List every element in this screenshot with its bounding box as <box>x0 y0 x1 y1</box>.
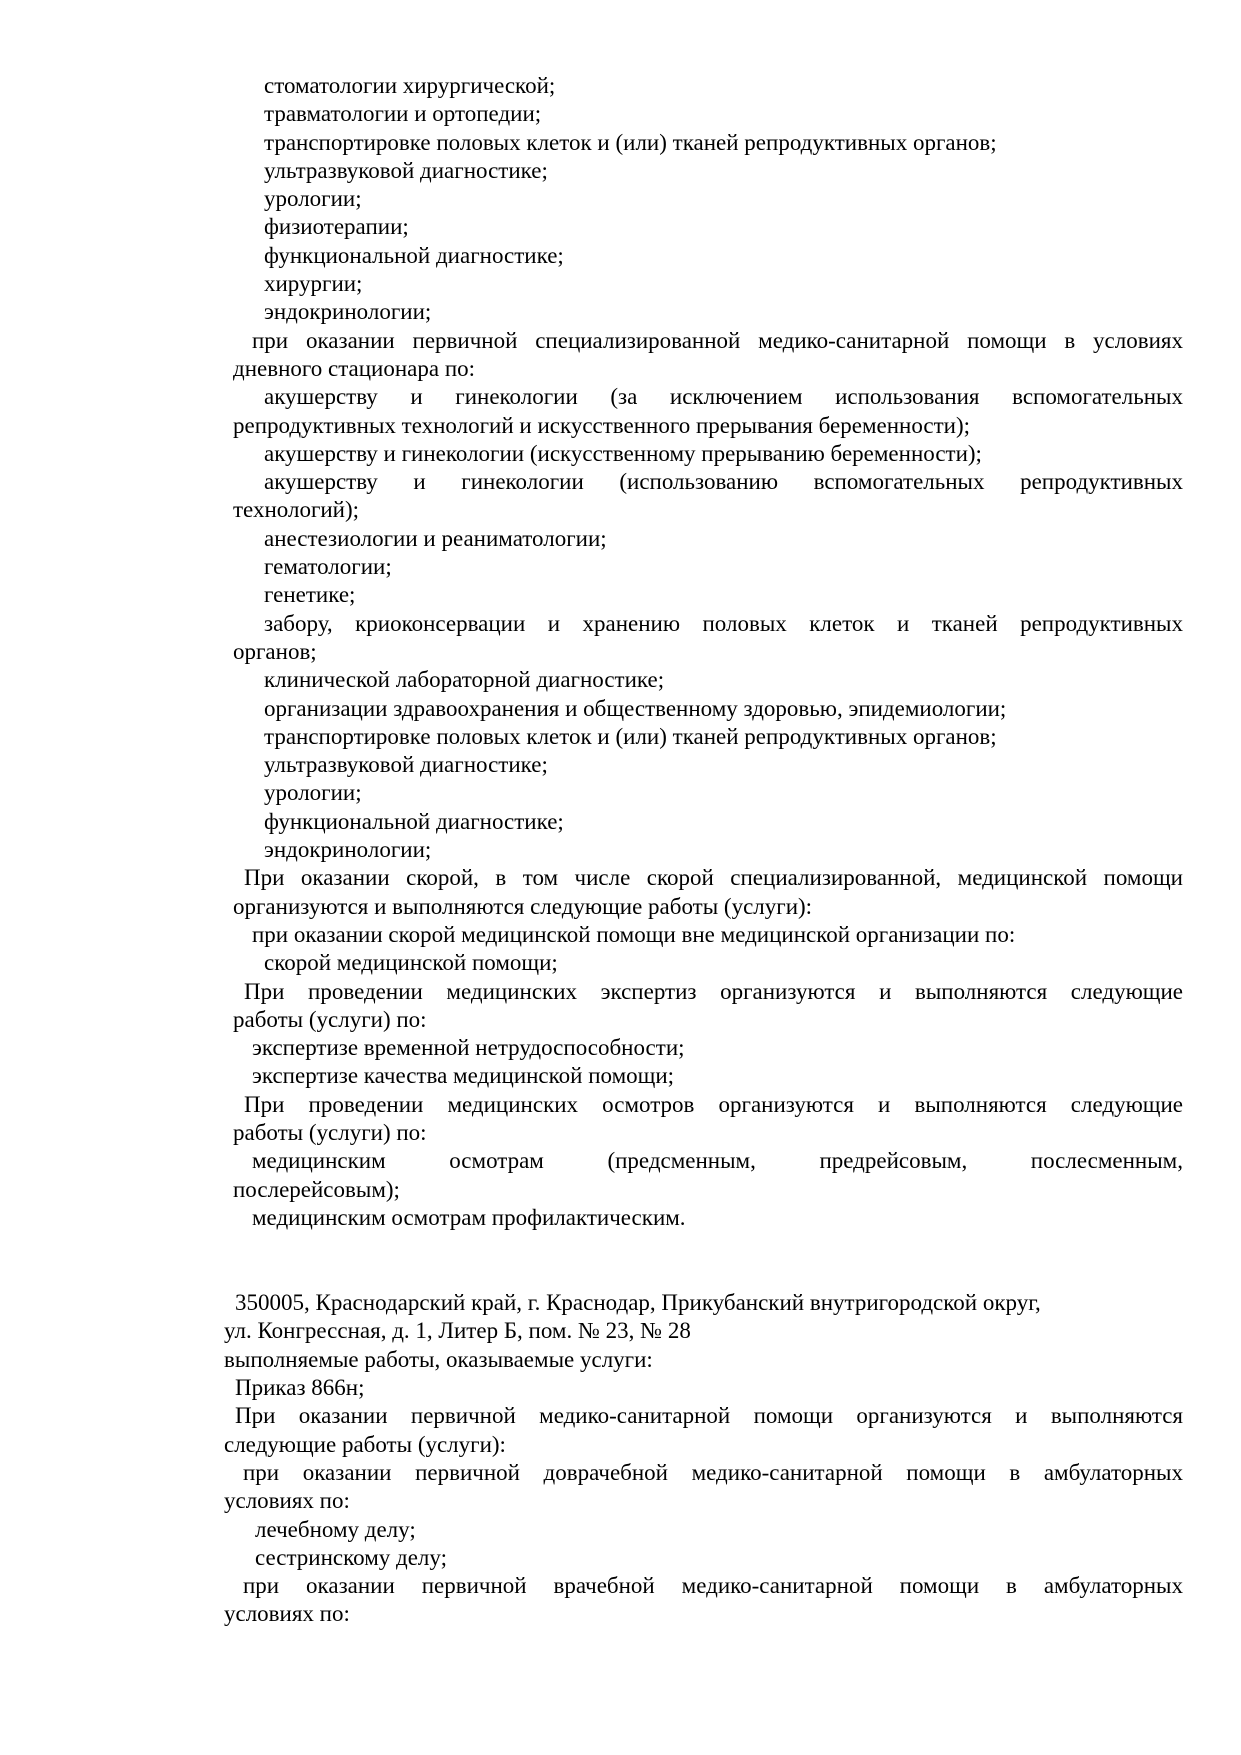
document-line: органов; <box>233 638 317 664</box>
document-line: сестринскому делу; <box>255 1544 447 1570</box>
document-line: акушерству и гинекологии (искусственному прерыванию беременности); <box>264 440 982 466</box>
document-line: Приказ 866н; <box>235 1375 365 1401</box>
document-line: организации здравоохранения и общественному здоровью, эпидемиологии; <box>264 695 1007 721</box>
document-line: урологии; <box>264 186 362 212</box>
document-line: функциональной диагностике; <box>264 808 564 834</box>
document-line: работы (услуги) по: <box>233 1006 427 1032</box>
document-line: условиях по: <box>224 1488 350 1514</box>
document-line: При проведении медицинских осмотров организуются и выполняются следующие <box>244 1091 1183 1117</box>
document-line: скорой медицинской помощи; <box>264 950 558 976</box>
document-line: При проведении медицинских экспертиз организуются и выполняются следующие <box>244 978 1183 1004</box>
document-line: клинической лабораторной диагностике; <box>264 667 665 693</box>
document-line: травматологии и ортопедии; <box>264 101 542 127</box>
document-line: урологии; <box>264 780 362 806</box>
document-line: анестезиологии и реаниматологии; <box>264 525 607 551</box>
document-line: хирургии; <box>264 271 363 297</box>
document-line: технологий); <box>233 497 360 523</box>
document-line: экспертизе качества медицинской помощи; <box>252 1063 675 1089</box>
document-line: медицинским осмотрам (предсменным, предрейсовым, послесменным, <box>252 1148 1183 1174</box>
document-line: функциональной диагностике; <box>264 242 564 268</box>
section-services-list <box>233 72 1183 1232</box>
document-line: выполняемые работы, оказываемые услуги: <box>224 1346 653 1372</box>
document-line: При оказании скорой, в том числе скорой специализированной, медицинской помощи <box>244 865 1183 891</box>
document-line: гематологии; <box>264 554 392 580</box>
document-line: ул. Конгрессная, д. 1, Литер Б, пом. № 23, № 28 <box>224 1318 691 1344</box>
document-line: ультразвуковой диагностике; <box>264 752 548 778</box>
document-line: 350005, Краснодарский край, г. Краснодар, Прикубанский внутригородской округ, <box>235 1290 1041 1316</box>
section-address-block <box>224 1289 1183 1629</box>
document-line: физиотерапии; <box>264 214 409 240</box>
document-line: работы (услуги) по: <box>233 1119 427 1145</box>
document-line: организуются и выполняются следующие работы (услуги): <box>233 893 813 919</box>
document-line: эндокринологии; <box>264 299 432 325</box>
document-line: акушерству и гинекологии (за исключением использования вспомогательных <box>264 384 1183 410</box>
document-line: при оказании скорой медицинской помощи вне медицинской организации по: <box>252 921 1016 947</box>
document-line: экспертизе временной нетрудоспособности; <box>252 1035 685 1061</box>
document-line: при оказании первичной врачебной медико-санитарной помощи в амбулаторных <box>243 1573 1183 1599</box>
document-line: условиях по: <box>224 1601 350 1627</box>
document-line: следующие работы (услуги): <box>224 1431 506 1457</box>
document-line: дневного стационара по: <box>233 355 476 381</box>
document-line: эндокринологии; <box>264 837 432 863</box>
document-line: ультразвуковой диагностике; <box>264 157 548 183</box>
document-line: медицинским осмотрам профилактическим. <box>252 1204 686 1230</box>
document-line: при оказании первичной специализированной медико-санитарной помощи в условиях <box>252 327 1183 353</box>
document-line: акушерству и гинекологии (использованию вспомогательных репродуктивных <box>264 469 1183 495</box>
document-line: при оказании первичной доврачебной медико-санитарной помощи в амбулаторных <box>243 1459 1183 1485</box>
document-line: При оказании первичной медико-санитарной помощи организуются и выполняются <box>235 1403 1183 1429</box>
document-line: забору, криоконсервации и хранению половых клеток и тканей репродуктивных <box>264 610 1183 636</box>
document-line: лечебному делу; <box>255 1516 416 1542</box>
document-line: репродуктивных технологий и искусственного прерывания беременности); <box>233 412 971 438</box>
document-line: транспортировке половых клеток и (или) тканей репродуктивных органов; <box>264 129 997 155</box>
document-line: послерейсовым); <box>233 1176 400 1202</box>
document-line: генетике; <box>264 582 356 608</box>
document-line: стоматологии хирургической; <box>264 73 556 98</box>
document-line: транспортировке половых клеток и (или) тканей репродуктивных органов; <box>264 723 997 749</box>
